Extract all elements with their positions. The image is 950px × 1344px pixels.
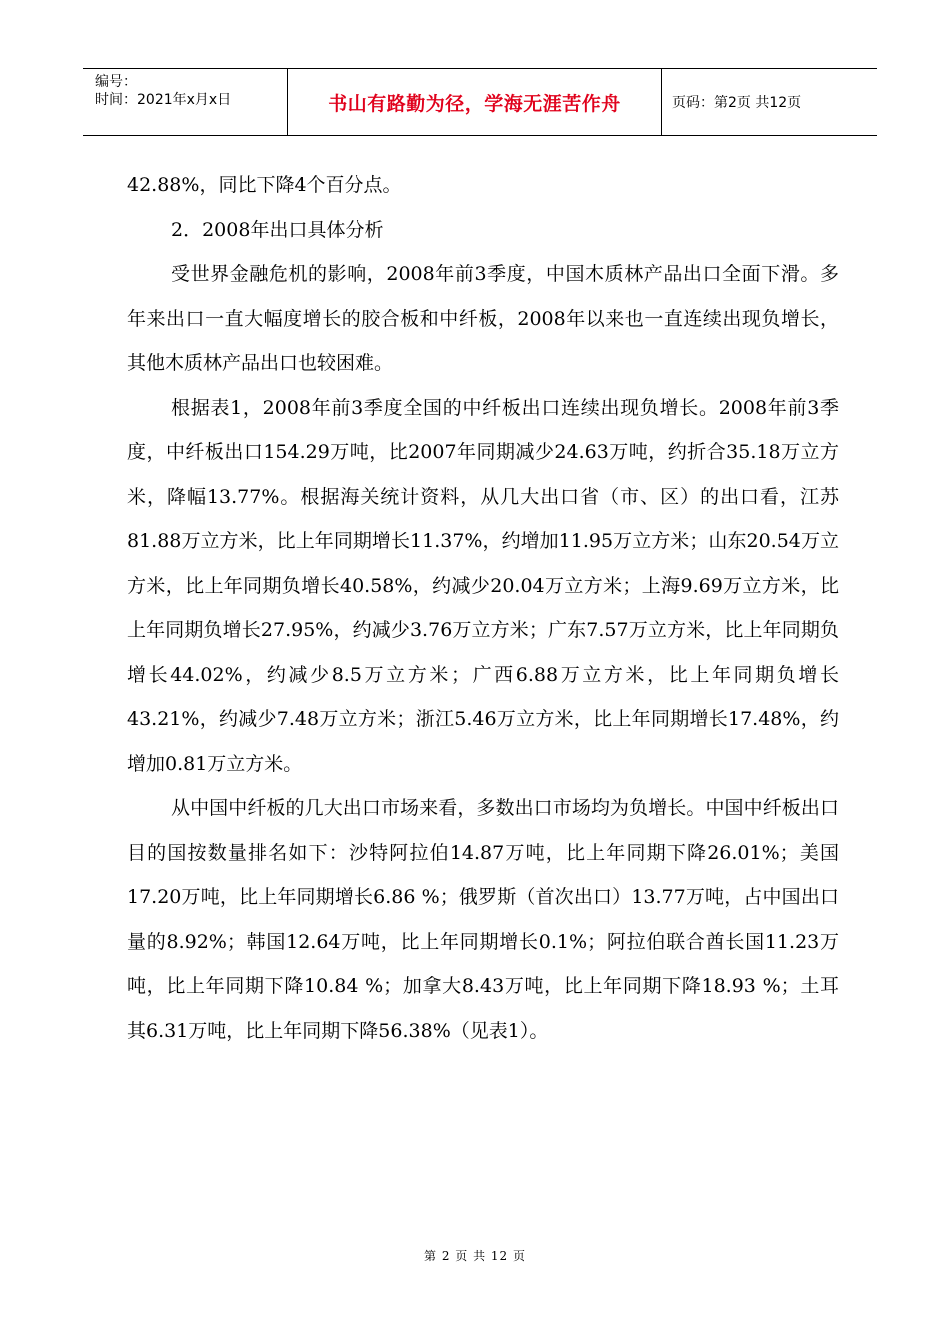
page-footer: 第 2 页 共 12 页 <box>424 1249 526 1263</box>
header-meta-cell <box>83 69 288 135</box>
header-page-cell <box>662 69 877 135</box>
document-body <box>127 163 839 1053</box>
document-time-label: 时间：2021年x月x日 <box>95 92 232 108</box>
header-motto: 书山有路勤为径，学海无涯苦作舟 <box>328 92 621 115</box>
paragraph: 根据表1，2008年前3季度全国的中纤板出口连续出现负增长。2008年前3季度，中纤板出口154.29万吨，比2007年同期减少24.63万吨，约折合35.18万立方米，降幅13.77%。根据海关统计资料，从几大出口省（市、区）的出口看，江苏81.88万立方米，比上年同期增长11.37%，约增加11.95万立方米；山东20.54万立方米，比上年同期负增长40.58%，约减少20.04万立方米；上海9.69万立方米，比上年同期负增长27.95%，约减少3.76万立方米；广东7.57万立方米，比上年同期负增长44.02%，约减少8.5万立方米；广西6.88万立方米，比上年同期负增长43.21%，约减少7.48万立方米；浙江5.46万立方米，比上年同期增长17.48%，约增加0.81万立方米。 <box>127 396 839 775</box>
header-motto-cell <box>288 69 662 135</box>
paragraph: 受世界金融危机的影响，2008年前3季度，中国木质林产品出口全面下滑。多年来出口一直大幅度增长的胶合板和中纤板，2008年以来也一直连续出现负增长，其他木质林产品出口也较困难。 <box>127 263 839 374</box>
header-page-number: 页码：第2页 共12页 <box>672 95 802 111</box>
header-table <box>83 68 877 136</box>
paragraph: 从中国中纤板的几大出口市场来看，多数出口市场均为负增长。中国中纤板出口目的国按数量排名如下：沙特阿拉伯14.87万吨，比上年同期下降26.01%；美国17.20万吨，比上年同期增长6.86 %；俄罗斯（首次出口）13.77万吨，占中国出口量的8.92%；韩国12.64万吨，比上年同期增长0.1%；阿拉伯联合酋长国11.23万吨，比上年同期下降10.84 %；加拿大8.43万吨，比上年同期下降18.93 %；土耳其6.31万吨，比上年同期下降56.38%（见表1）。 <box>127 797 839 1042</box>
document-number-label: 编号： <box>95 74 137 90</box>
paragraph-continuation: 42.88%，同比下降4个百分点。 <box>127 174 402 196</box>
section-heading: 2．2008年出口具体分析 <box>171 218 384 241</box>
